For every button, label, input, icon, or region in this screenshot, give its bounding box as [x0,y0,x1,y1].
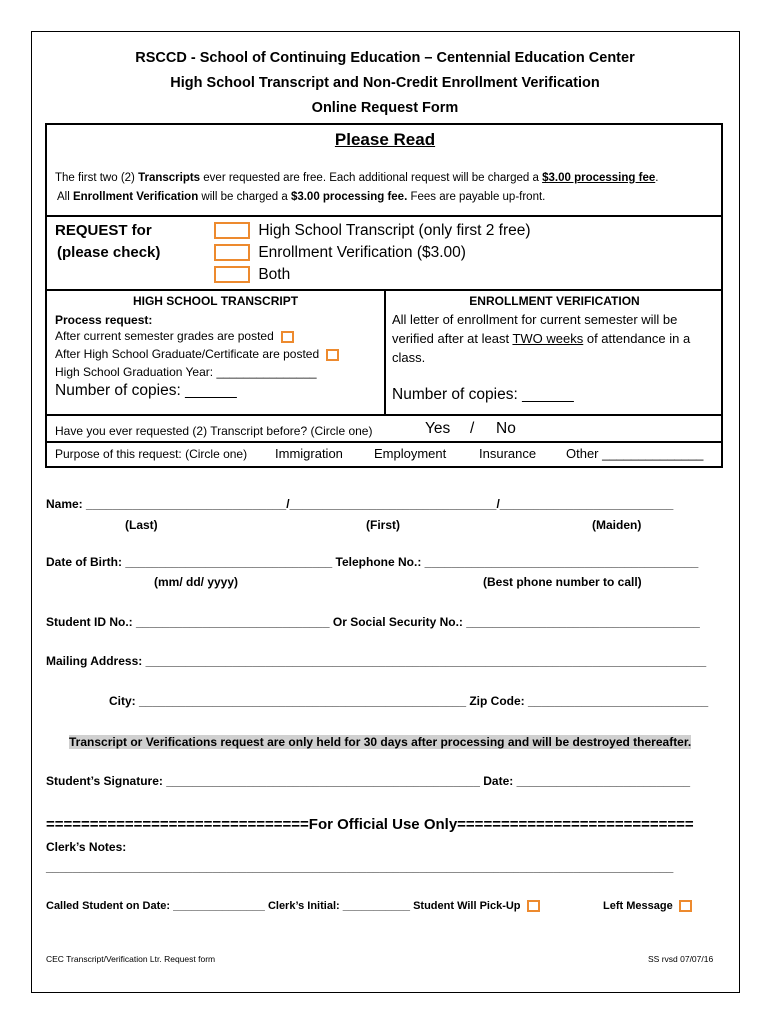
clerk-notes-line[interactable]: ______________________________________________________________________________________________ [46,860,674,874]
verification-line2: verified after at least TWO weeks of attendance in a [392,331,691,346]
form-title-line2: High School Transcript and Non-Credit Enrollment Verification [170,75,600,91]
purpose-label: Purpose of this request: (Circle one) [55,447,248,461]
called-student-row[interactable]: Called Student on Date: _______________ Clerk’s Initial: ___________ Student Will Pick-Up [46,900,540,912]
verification-copies-field[interactable]: Number of copies: ______ [392,386,574,403]
city-zip-field[interactable]: City: _________________________________________________ Zip Code: ___________________________ [109,694,709,708]
checkbox-icon[interactable] [214,266,250,283]
left-message-option[interactable]: Left Message [603,900,692,912]
checkbox-icon[interactable] [326,349,339,361]
form-title-line3: Online Request Form [311,100,459,116]
clerk-notes-label: Clerk’s Notes: [46,840,127,854]
name-maiden-hint: (Maiden) [592,518,642,532]
graduation-year-field[interactable]: High School Graduation Year: _______________ [55,365,317,379]
divider [45,441,723,443]
request-option-both[interactable]: Both [214,266,290,284]
footer-form-name: CEC Transcript/Verification Ltr. Request form [46,954,216,964]
divider [45,215,723,217]
purpose-employment[interactable]: Employment [374,446,447,461]
transcript-heading: HIGH SCHOOL TRANSCRIPT [132,294,299,308]
request-sublabel: (please check) [57,244,161,261]
process-label: Process request: [55,313,153,327]
phone-hint: (Best phone number to call) [483,575,642,589]
notice-line2: All Enrollment Verification will be charged a $3.00 processing fee. Fees are payable up-front. [57,191,546,203]
dob-phone-field[interactable]: Date of Birth: _______________________________ Telephone No.: _________________________________________ [46,555,699,569]
purpose-other[interactable]: Other ______________ [566,446,704,461]
prior-slash: / [470,420,475,437]
dob-format-hint: (mm/ dd/ yyyy) [154,575,239,589]
verification-line3: class. [392,350,426,365]
transcript-copies-field[interactable]: Number of copies: ______ [55,382,237,399]
student-id-field[interactable]: Student ID No.: _____________________________ Or Social Security No.: ___________________________________ [46,615,700,629]
checkbox-icon[interactable] [214,222,250,239]
name-last-hint: (Last) [125,518,158,532]
purpose-immigration[interactable]: Immigration [275,446,343,461]
prior-yes-option[interactable]: Yes [425,420,451,437]
checkbox-icon[interactable] [281,331,294,343]
signature-date-field[interactable]: Student’s Signature: _______________________________________________ Date: __________________________ [46,774,691,788]
notice-title: Please Read [334,130,436,149]
verification-line1: All letter of enrollment for current semester will be [392,312,678,327]
verification-heading: ENROLLMENT VERIFICATION [469,294,640,308]
transcript-option-semester[interactable]: After current semester grades are posted [55,329,294,343]
notice-line1: The first two (2) Transcripts ever requested are free. Each additional request will be charged a $3.00 processing fee. [55,172,659,184]
purpose-insurance[interactable]: Insurance [479,446,537,461]
checkbox-icon[interactable] [679,900,692,912]
name-first-hint: (First) [366,518,400,532]
mailing-address-field[interactable]: Mailing Address: ____________________________________________________________________________________ [46,654,707,668]
official-use-banner: ==============================For Official Use Only=========================== [46,816,694,833]
prior-no-option[interactable]: No [496,420,516,437]
checkbox-icon[interactable] [214,244,250,261]
hold-notice: Transcript or Verifications request are only held for 30 days after processing and will be destroyed thereafter. [69,735,692,749]
form-title-line1: RSCCD - School of Continuing Education – Centennial Education Center [135,50,635,66]
prior-request-question: Have you ever requested (2) Transcript before? (Circle one) [55,424,373,438]
footer-revision: SS rvsd 07/07/16 [648,954,714,964]
request-label: REQUEST for [55,222,152,239]
transcript-option-graduate[interactable]: After High School Graduate/Certificate are posted [55,347,339,361]
request-option-transcript[interactable]: High School Transcript (only first 2 free) [214,222,531,240]
request-option-verification[interactable]: Enrollment Verification ($3.00) [214,244,466,262]
name-field[interactable]: Name: ______________________________/_______________________________/__________________________ [46,497,674,511]
checkbox-icon[interactable] [527,900,540,912]
